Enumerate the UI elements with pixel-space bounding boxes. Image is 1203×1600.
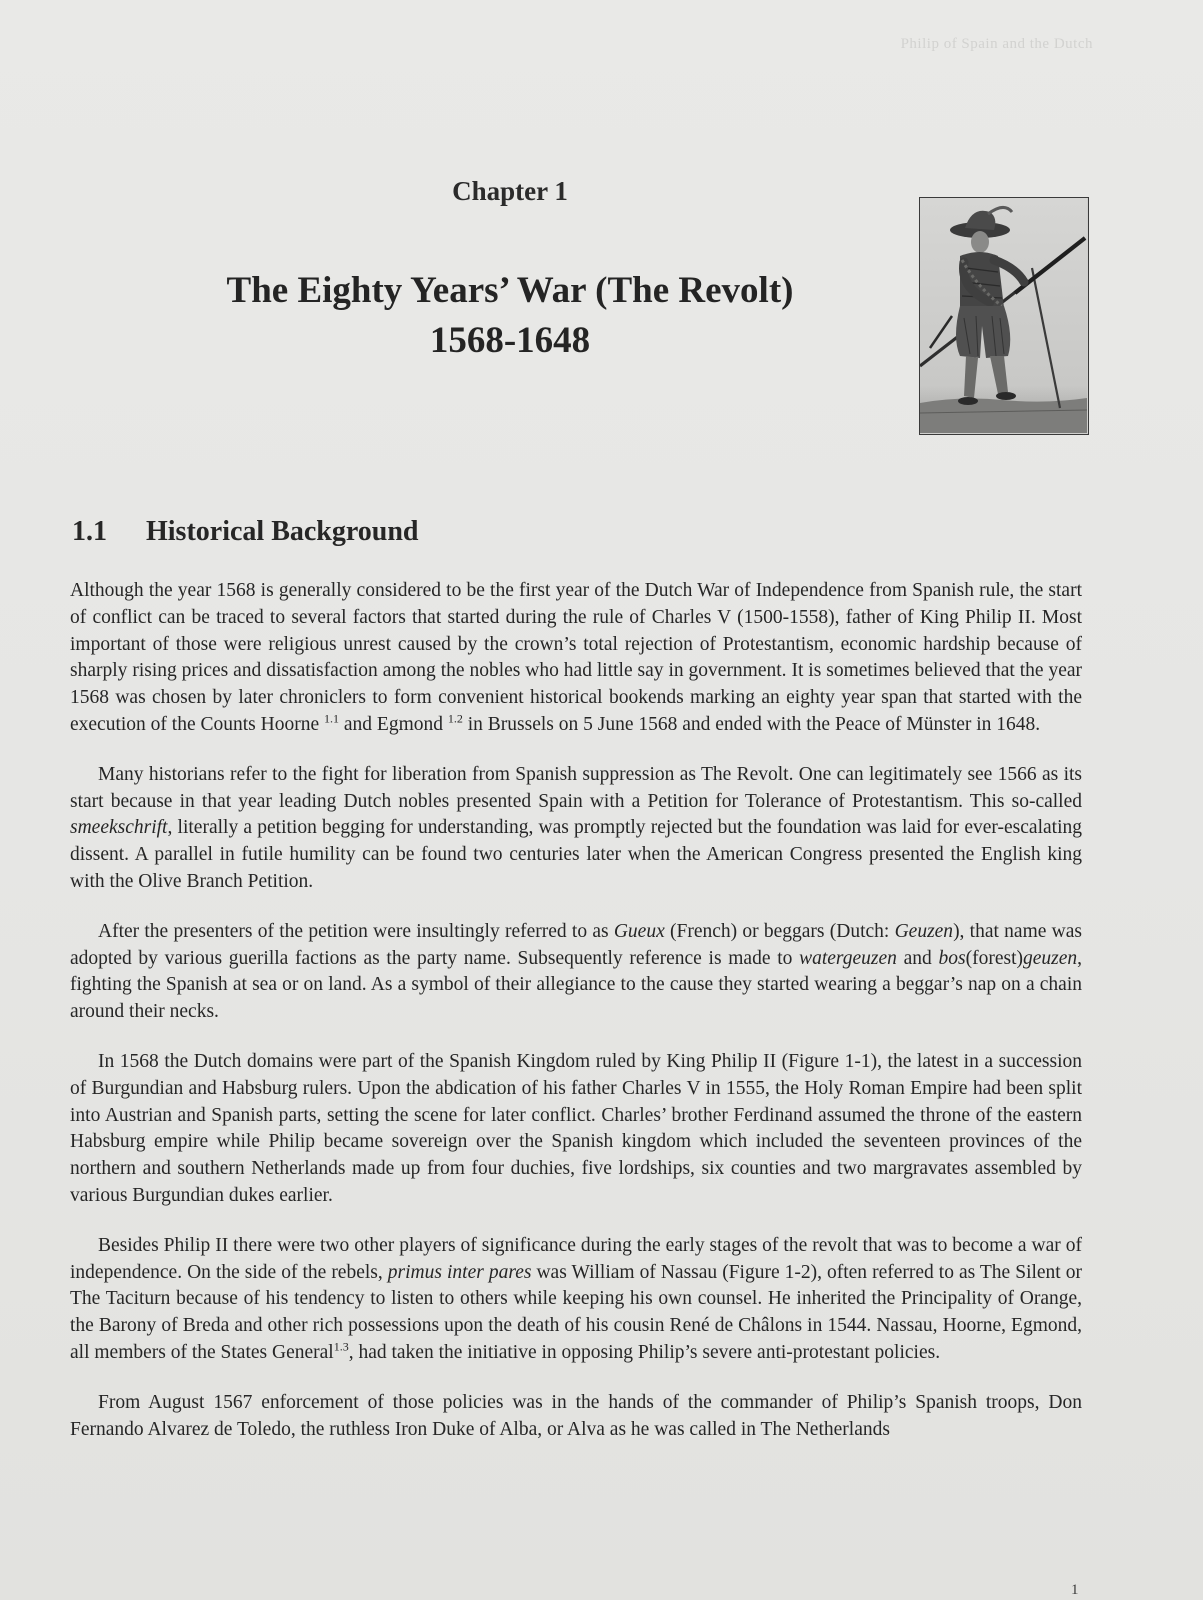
footnote-ref-1-3: 1.3 <box>333 1339 349 1354</box>
text-run: and Egmond <box>339 713 443 735</box>
italic-term: geuzen <box>1022 947 1078 969</box>
text-run: and <box>896 947 939 969</box>
chapter-title <box>150 266 870 366</box>
italic-term: bos <box>938 947 966 969</box>
body-text <box>70 578 1082 1466</box>
paragraph-2 <box>70 762 1082 896</box>
text-run: was William of Nassau (Figure 1-2), often referred to as The Silent or The Taciturn because of his tendency to listen to others while keeping his own counsel. He inherited the Principality of Orange, the Barony of Breda and other rich possessions upon the death of his cousin René de Châlons in 1544. Nassau, Hoorne, Egmond, all members of the States General <box>70 1261 1082 1363</box>
musketeer-engraving-icon <box>919 197 1089 435</box>
text-run: , had taken the initiative in opposing Philip’s severe anti-protestant policies. <box>348 1341 941 1363</box>
running-header: Philip of Spain and the Dutch <box>900 36 1093 52</box>
paragraph-6 <box>70 1390 1082 1444</box>
text-run: (forest) <box>965 947 1023 969</box>
chapter-label: Chapter 1 <box>452 176 568 206</box>
italic-term: Geuzen <box>894 920 954 942</box>
text-run: Although the year 1568 is generally considered to be the first year of the Dutch War of Independence from Spanish rule, the start of conflict can be traced to several factors that started during the rule of Charles V (1500-1558), father of King Philip II. Most important of those were religious unrest caused by the crown’s total rejection of Protestantism, economic hardship because of sharply rising prices and dissatisfaction among the nobles who had little say in government. It is sometimes believed that the year 1568 was chosen by later chroniclers to form convenient historical bookends marking an eighty year span that started with the execution of the Counts Hoorne <box>70 580 1082 735</box>
italic-term: primus inter pares <box>387 1261 532 1283</box>
text-run: , fighting the Spanish at sea or on land. As a symbol of their allegiance to the cause they started wearing a beggar’s nap on a chain around their necks. <box>70 947 1083 1023</box>
page-number: 1 <box>1071 1582 1079 1598</box>
paragraph-3 <box>70 919 1082 1026</box>
footnote-ref-1-1: 1.1 <box>324 711 339 726</box>
text-run: In 1568 the Dutch domains were part of the Spanish Kingdom ruled by King Philip II (Figure 1-1), the latest in a succession of Burgundian and Habsburg rulers. Upon the abdication of his father Charles V in 1555, the Holy Roman Empire had been split into Austrian and Spanish parts, setting the scene for later conflict. Charles’ brother Ferdinand assumed the throne of the eastern Habsburg empire while Philip became sovereign over the Spanish kingdom which included the seventeen provinces of the northern and southern Netherlands made up from four duchies, five lordships, six counties and two margravates assembled by various Burgundian dukes earlier. <box>70 1050 1082 1206</box>
text-run: From August 1567 enforcement of those policies was in the hands of the commander of Philip’s Spanish troops, Don Fernando Alvarez de Toledo, the ruthless Iron Duke of Alba, or Alva as he was called in The Netherlands <box>70 1391 1082 1440</box>
chapter-title-line-1: The Eighty Years’ War (The Revolt) <box>226 270 794 311</box>
section-title: Historical Background <box>146 516 419 547</box>
section-number: 1.1 <box>72 516 107 547</box>
text-run: Besides Philip II there were two other players of significance during the early stages of the revolt that was to become a war of independence. On the side of the rebels, <box>70 1234 1082 1283</box>
chapter-title-line-2: 1568-1648 <box>429 320 591 361</box>
italic-term: Gueux <box>613 920 665 942</box>
text-run: (French) or beggars (Dutch: <box>664 920 895 942</box>
text-run: After the presenters of the petition were insultingly referred to as <box>98 920 614 942</box>
paragraph-1 <box>70 578 1082 739</box>
italic-term: watergeuzen <box>799 947 897 969</box>
text-run: in Brussels on 5 June 1568 and ended with the Peace of Münster in 1648. <box>462 713 1041 735</box>
footnote-ref-1-2: 1.2 <box>447 711 463 726</box>
paragraph-4 <box>70 1049 1082 1210</box>
text-run: ), that name was adopted by various guerilla factions as the party name. Subsequently reference is made to <box>70 920 1082 969</box>
text-run: , literally a petition begging for understanding, was promptly rejected but the foundation was laid for ever-escalating dissent. A parallel in futile humility can be found two centuries later when the American Congress presented the English king with the Olive Branch Petition. <box>70 817 1082 892</box>
section-heading <box>72 516 419 548</box>
text-run: Many historians refer to the fight for liberation from Spanish suppression as The Revolt. One can legitimately see 1566 as its start because in that year leading Dutch nobles presented Spain with a Petition for Tolerance of Protestantism. This so-called <box>70 763 1082 812</box>
paragraph-5 <box>70 1233 1082 1367</box>
italic-term: smeekschrift <box>70 817 168 839</box>
